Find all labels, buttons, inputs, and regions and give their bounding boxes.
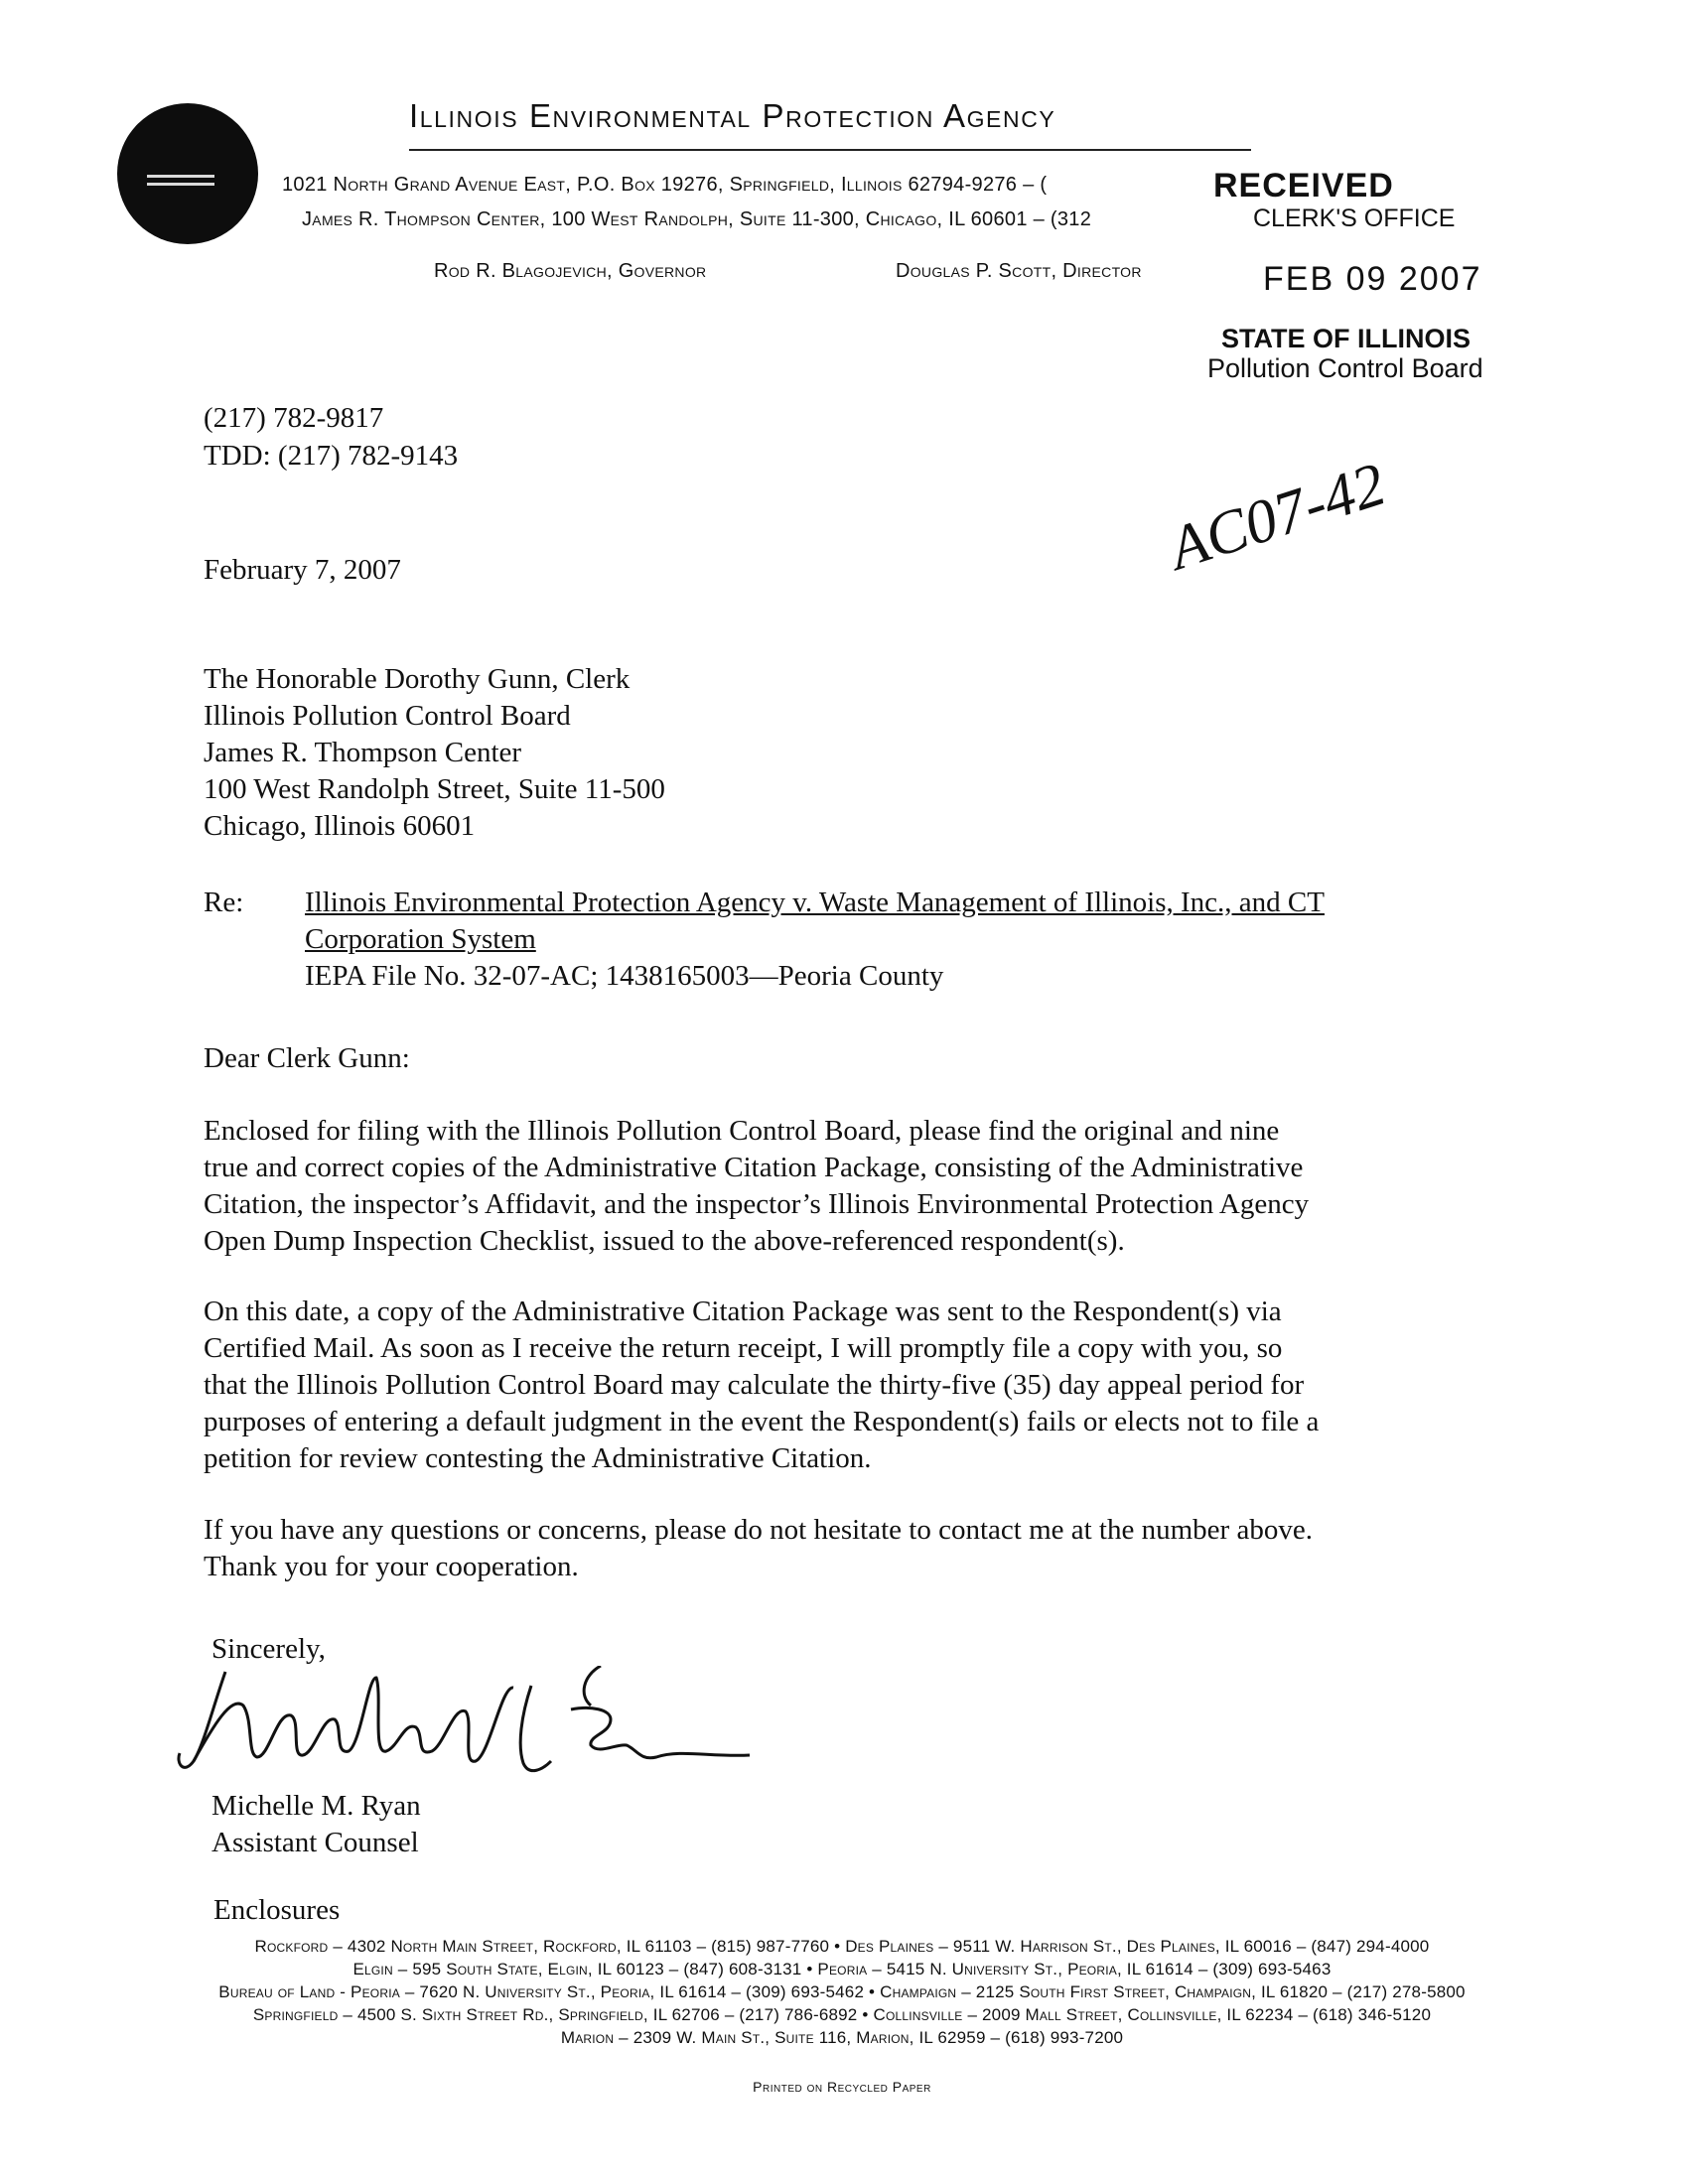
addressee-line: 100 West Randolph Street, Suite 11-500 (204, 773, 665, 805)
paragraph-line: Thank you for your cooperation. (204, 1551, 579, 1582)
contact-tdd: TDD: (217) 782-9143 (204, 440, 459, 472)
handwritten-case-number: AC07-42 (1161, 450, 1394, 584)
handwritten-signature (174, 1666, 760, 1783)
paragraph-line: On this date, a copy of the Administrative Citation Package was sent to the Respondent(s) via (204, 1296, 1282, 1327)
paragraph-line: that the Illinois Pollution Control Board may calculate the thirty-five (35) day appeal period for (204, 1369, 1305, 1401)
paragraph-line: true and correct copies of the Administrative Citation Package, consisting of the Administrative (204, 1152, 1304, 1183)
paragraph-line: Certified Mail. As soon as I receive the return receipt, I will promptly file a copy with you, so (204, 1332, 1283, 1364)
re-block (305, 884, 1325, 994)
received-stamp-date: FEB 09 2007 (1263, 260, 1482, 298)
paragraph-line: Open Dump Inspection Checklist, issued to the above-referenced respondent(s). (204, 1225, 1125, 1257)
governor-name: Rod R. Blagojevich, Governor (434, 260, 707, 282)
addressee-block (204, 660, 665, 844)
addressee-line: James R. Thompson Center (204, 737, 522, 768)
received-stamp-board: Pollution Control Board (1207, 353, 1483, 383)
paragraph-line: Enclosed for filing with the Illinois Pollution Control Board, please find the original and nine (204, 1115, 1280, 1147)
received-stamp-office: CLERK'S OFFICE (1253, 205, 1456, 232)
body-paragraph-3 (204, 1511, 1313, 1584)
paragraph-line: petition for review contesting the Administrative Citation. (204, 1442, 872, 1474)
address-chicago: James R. Thompson Center, 100 West Randolph, Suite 11-300, Chicago, IL 60601 – (312 (302, 208, 1092, 230)
recycled-paper-note: Printed on Recycled Paper (753, 2079, 931, 2095)
footer-offices-line: Bureau of Land - Peoria – 7620 N. University St., Peoria, IL 61614 – (309) 693-5462 • Champaign – 2125 South First Street, Champaign, IL 61820 – (217) 278-5800 (218, 1982, 1466, 2001)
addressee-line: The Honorable Dorothy Gunn, Clerk (204, 663, 631, 695)
received-stamp-state: STATE OF ILLINOIS (1221, 324, 1471, 353)
signer-title: Assistant Counsel (211, 1827, 419, 1858)
addressee-line: Chicago, Illinois 60601 (204, 810, 476, 842)
footer-offices-line: Springfield – 4500 S. Sixth Street Rd., Springfield, IL 62706 – (217) 786-6892 • Collinsville – 2009 Mall Street, Collinsville, IL 62234 – (618) 346-5120 (252, 2005, 1432, 2024)
footer-offices-line: Rockford – 4302 North Main Street, Rockford, IL 61103 – (815) 987-7760 • Des Plaines – 9511 W. Harrison St., Des Plaines, IL 60016 – (847) 294-4000 (254, 1937, 1430, 1956)
re-label: Re: (204, 887, 244, 918)
address-springfield: 1021 North Grand Avenue East, P.O. Box 19276, Springfield, Illinois 62794-9276 – ( (282, 174, 1048, 196)
salutation: Dear Clerk Gunn: (204, 1042, 410, 1074)
re-case-title: Illinois Environmental Protection Agency v. Waste Management of Illinois, Inc., and CT (305, 887, 1325, 918)
closing: Sincerely, (211, 1633, 326, 1665)
paragraph-line: purposes of entering a default judgment in the event the Respondent(s) fails or elects not to file a (204, 1406, 1320, 1437)
director-name: Douglas P. Scott, Director (896, 260, 1142, 282)
signer-block (211, 1787, 421, 1860)
body-paragraph-1 (204, 1112, 1309, 1259)
body-paragraph-2 (204, 1293, 1319, 1476)
re-case-title-cont: Corporation System (305, 923, 536, 955)
re-file-number: IEPA File No. 32-07-AC; 1438165003—Peoria County (305, 960, 944, 992)
agency-logo (117, 103, 258, 244)
contact-phone: (217) 782-9817 (204, 402, 384, 434)
logo-mark-line (147, 175, 214, 178)
received-stamp-title: RECEIVED (1213, 167, 1394, 205)
letter-date: February 7, 2007 (204, 554, 401, 586)
letterhead-rule (409, 149, 1251, 151)
addressee-line: Illinois Pollution Control Board (204, 700, 571, 732)
paragraph-line: If you have any questions or concerns, please do not hesitate to contact me at the number above. (204, 1514, 1313, 1546)
enclosures-note: Enclosures (213, 1894, 341, 1926)
paragraph-line: Citation, the inspector’s Affidavit, and the inspector’s Illinois Environmental Protection Agency (204, 1188, 1310, 1220)
logo-mark-line (147, 183, 214, 186)
footer-offices-line: Elgin – 595 South State, Elgin, IL 60123 – (847) 608-3131 • Peoria – 5415 N. University St., Peoria, IL 61614 – (309) 693-5463 (352, 1960, 1332, 1979)
signer-name: Michelle M. Ryan (211, 1790, 421, 1822)
agency-name: Illinois Environmental Protection Agency (409, 97, 1056, 134)
footer-offices-line: Marion – 2309 W. Main St., Suite 116, Marion, IL 62959 – (618) 993-7200 (560, 2028, 1124, 2047)
